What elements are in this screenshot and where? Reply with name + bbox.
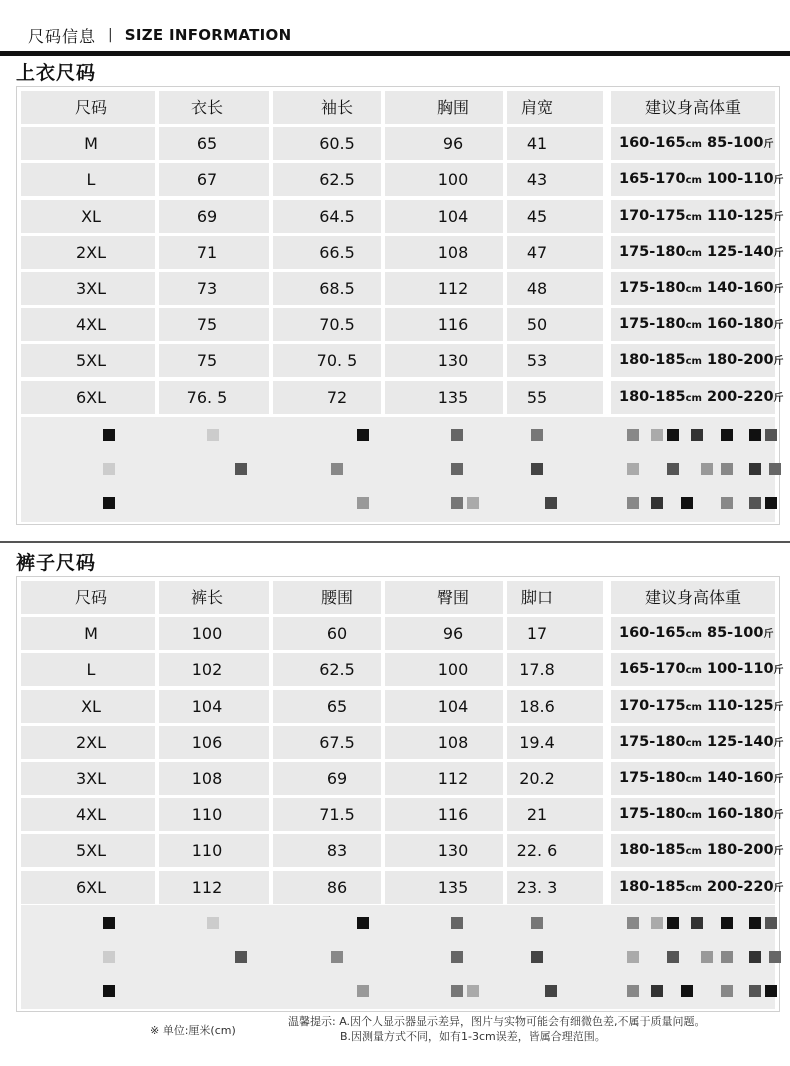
cell-value: 75 — [196, 315, 218, 335]
mosaic-block — [721, 497, 733, 509]
mosaic-block — [103, 951, 115, 963]
column-header: 腰围 — [320, 588, 353, 607]
mosaic-block — [749, 985, 761, 997]
cell-value: 60.5 — [319, 134, 355, 154]
cell-value: 108 — [437, 242, 469, 262]
cell-value: 66.5 — [319, 242, 355, 262]
table-row — [21, 272, 784, 305]
mosaic-block — [627, 497, 639, 509]
weight-unit: 斤 — [773, 701, 784, 713]
mosaic-block — [667, 951, 679, 963]
top-section-title: 上衣尺码 — [16, 62, 97, 84]
recommend-height-weight — [619, 834, 784, 867]
table-row — [21, 690, 784, 723]
height-unit: cm — [685, 356, 702, 368]
mosaic-block — [769, 463, 781, 475]
size-info-header — [28, 22, 291, 48]
height-range: 175-180 — [619, 316, 686, 333]
height-unit: cm — [685, 810, 702, 822]
cell-value: 4XL — [75, 315, 107, 335]
cell-value: 48 — [526, 279, 548, 298]
height-range: 180-185 — [619, 388, 686, 405]
mosaic-block — [765, 429, 777, 441]
tip-line-1: 温馨提示: A.因个人显示器显示差异，图片与实物可能会有细微色差,不属于质量问题。 — [288, 1015, 706, 1028]
height-range: 175-180 — [619, 806, 686, 823]
table-header-row — [21, 581, 775, 614]
recommend-height-weight — [619, 871, 784, 904]
cell-value: 69 — [326, 769, 348, 788]
column-header: 尺码 — [74, 588, 107, 607]
height-unit: cm — [685, 139, 702, 151]
column-header-recommend: 建议身高体重 — [644, 588, 741, 607]
cell-value: 100 — [437, 170, 469, 190]
cell-value: 47 — [526, 242, 548, 262]
cell-value: 72 — [326, 387, 348, 407]
cell-value: XL — [81, 206, 101, 226]
height-range: 175-180 — [619, 770, 686, 786]
cell-value: 116 — [437, 315, 469, 335]
mosaic-block — [545, 985, 557, 997]
height-unit: cm — [685, 175, 702, 187]
mosaic-block — [103, 985, 115, 997]
height-range: 165-170 — [619, 171, 686, 188]
cell-value: 23. 3 — [516, 877, 558, 897]
mosaic-block — [701, 463, 713, 475]
mosaic-block — [701, 951, 713, 963]
mosaic-block — [531, 951, 543, 963]
table-row — [21, 762, 784, 795]
weight-unit: 斤 — [773, 810, 784, 822]
cell-value: 45 — [526, 206, 548, 226]
mosaic-block — [357, 917, 369, 929]
mosaic-block — [467, 497, 479, 509]
cell-value: 55 — [526, 387, 548, 407]
mosaic-block — [451, 917, 463, 929]
table-row — [21, 726, 784, 759]
cell-value: 69 — [196, 206, 218, 226]
recommend-height-weight — [619, 762, 784, 795]
mosaic-block — [531, 429, 543, 441]
weight-range: 180-200 — [706, 352, 774, 369]
weight-range: 110-125 — [706, 207, 774, 224]
cell-value: 116 — [437, 805, 469, 825]
mosaic-block — [235, 463, 247, 475]
mosaic-block — [691, 429, 703, 441]
cell-value: 50 — [526, 315, 548, 335]
cell-value: M — [84, 134, 98, 154]
cell-value: 62.5 — [319, 660, 355, 680]
cell-value: 76. 5 — [186, 387, 228, 407]
weight-unit: 斤 — [773, 737, 784, 749]
height-range: 170-175 — [619, 697, 686, 714]
weight-range: 200-220 — [706, 388, 774, 405]
cell-value: 70. 5 — [316, 351, 358, 371]
mosaic-block — [103, 497, 115, 509]
table-header-row — [21, 91, 775, 124]
column-header: 尺码 — [74, 98, 107, 117]
weight-unit: 斤 — [773, 175, 784, 187]
cell-value: 83 — [326, 841, 348, 861]
height-unit: cm — [685, 846, 702, 858]
height-range: 160-165 — [619, 625, 686, 642]
mosaic-block — [331, 463, 343, 475]
cell-value: 135 — [437, 877, 469, 897]
tip-note — [288, 1014, 768, 1044]
mosaic-block — [627, 917, 639, 929]
mosaic-block — [749, 951, 761, 963]
mosaic-block — [627, 429, 639, 441]
cell-value: 20.2 — [519, 769, 555, 788]
column-header: 裤长 — [190, 588, 223, 607]
cell-value: 108 — [191, 769, 223, 788]
height-unit: cm — [685, 392, 702, 404]
weight-range: 100-110 — [706, 661, 774, 678]
table-row — [21, 163, 784, 196]
cell-value: 3XL — [75, 769, 107, 788]
table-row — [21, 617, 775, 650]
weight-range: 160-180 — [706, 316, 774, 333]
mosaic-block — [765, 917, 777, 929]
height-unit: cm — [685, 320, 702, 332]
mosaic-block — [749, 917, 761, 929]
height-unit: cm — [685, 629, 702, 641]
cell-value: 108 — [437, 732, 469, 752]
mosaic-block — [651, 497, 663, 509]
height-range: 180-185 — [619, 842, 686, 859]
cell-value: 4XL — [75, 805, 107, 825]
cell-value: 96 — [442, 134, 464, 154]
weight-range: 140-160 — [706, 280, 774, 296]
recommend-height-weight — [619, 200, 784, 233]
height-range: 160-165 — [619, 135, 686, 152]
weight-range: 200-220 — [706, 878, 774, 895]
weight-range: 180-200 — [706, 842, 774, 859]
mosaic-block — [749, 497, 761, 509]
cell-value: 73 — [196, 279, 218, 298]
mosaic-block — [667, 463, 679, 475]
column-header: 脚口 — [520, 588, 553, 607]
mosaic-block — [651, 985, 663, 997]
cell-value: 112 — [437, 279, 469, 298]
table-row — [21, 381, 784, 414]
weight-unit: 斤 — [773, 247, 784, 259]
recommend-height-weight — [619, 127, 779, 160]
cell-value: 130 — [437, 351, 469, 371]
height-unit: cm — [685, 284, 702, 295]
cell-value: 104 — [437, 206, 469, 226]
height-range: 180-185 — [619, 352, 686, 369]
mosaic-block — [451, 951, 463, 963]
tip-line-2: B.因测量方式不同，如有1-3cm误差，皆属合理范围。 — [340, 1030, 606, 1043]
mosaic-block — [721, 463, 733, 475]
mosaic-block — [531, 917, 543, 929]
column-header-recommend: 建议身高体重 — [644, 98, 741, 117]
mosaic-block — [103, 917, 115, 929]
bottom-section-title: 裤子尺码 — [16, 552, 97, 574]
height-range: 170-175 — [619, 207, 686, 224]
weight-range: 110-125 — [706, 697, 774, 714]
mosaic-block — [103, 463, 115, 475]
cell-value: 64.5 — [319, 206, 355, 226]
unit-note: ※ 单位:厘米(cm) — [150, 1024, 236, 1037]
column-header: 胸围 — [436, 98, 469, 117]
header-divider — [0, 51, 790, 56]
cell-value: 3XL — [75, 279, 107, 298]
cell-value: 17.8 — [519, 660, 555, 680]
weight-range: 100-110 — [706, 171, 774, 188]
cell-value: 6XL — [75, 877, 107, 897]
mosaic-block — [721, 985, 733, 997]
mosaic-block — [691, 917, 703, 929]
cell-value: M — [84, 624, 98, 644]
height-unit: cm — [685, 701, 702, 713]
mosaic-block — [531, 463, 543, 475]
cell-value: 6XL — [75, 387, 107, 407]
cell-value: 43 — [526, 170, 548, 190]
cell-value: 100 — [191, 624, 223, 644]
cell-value: 86 — [326, 877, 348, 897]
mosaic-block — [651, 429, 663, 441]
recommend-height-weight — [619, 272, 784, 305]
height-range: 180-185 — [619, 878, 686, 895]
mosaic-block — [721, 429, 733, 441]
mosaic-block — [769, 951, 781, 963]
cell-value: 106 — [191, 732, 223, 752]
section-divider — [0, 541, 790, 543]
weight-unit: 斤 — [773, 284, 784, 295]
mosaic-block — [765, 985, 777, 997]
mosaic-block — [545, 497, 557, 509]
recommend-height-weight — [619, 726, 784, 759]
cell-value: 100 — [437, 660, 469, 680]
table-row — [21, 653, 784, 686]
height-range: 175-180 — [619, 733, 686, 750]
column-header: 肩宽 — [520, 98, 553, 117]
cell-value: 102 — [191, 660, 223, 680]
height-unit: cm — [685, 737, 702, 749]
cell-value: 19.4 — [519, 732, 555, 752]
cell-value: 5XL — [75, 841, 107, 861]
mosaic-block — [681, 497, 693, 509]
table-row — [21, 236, 784, 269]
recommend-height-weight — [619, 236, 784, 269]
column-header: 臀围 — [436, 588, 469, 607]
height-range: 175-180 — [619, 243, 686, 260]
header-separator: | — [108, 27, 113, 43]
recommend-height-weight — [619, 798, 784, 831]
cell-value: 5XL — [75, 351, 107, 371]
mosaic-block — [721, 951, 733, 963]
cell-value: 67.5 — [319, 732, 355, 752]
mosaic-block — [749, 429, 761, 441]
recommend-height-weight — [619, 653, 784, 686]
weight-unit: 斤 — [773, 846, 784, 858]
cell-value: 21 — [526, 805, 548, 825]
weight-unit: 斤 — [773, 665, 784, 677]
cell-value: 67 — [196, 170, 218, 190]
cell-value: 62.5 — [319, 170, 355, 190]
mosaic-block — [451, 429, 463, 441]
header-title-en: SIZE INFORMATION — [124, 26, 292, 44]
cell-value: 112 — [437, 769, 469, 788]
table-row — [21, 871, 784, 904]
cell-value: 65 — [326, 696, 348, 716]
mosaic-block — [467, 985, 479, 997]
cell-value: 60 — [326, 624, 348, 644]
mosaic-block — [357, 497, 369, 509]
mosaic-block — [103, 429, 115, 441]
weight-range: 160-180 — [706, 806, 774, 823]
height-unit: cm — [685, 665, 702, 677]
cell-value: 104 — [437, 696, 469, 716]
cell-value: 71 — [196, 242, 218, 262]
height-unit: cm — [685, 882, 702, 894]
cell-value: XL — [81, 696, 101, 716]
table-row — [21, 127, 775, 160]
cell-value: 70.5 — [319, 315, 355, 335]
cell-value: 96 — [442, 624, 464, 644]
mosaic-block — [765, 497, 777, 509]
cell-value: 68.5 — [319, 279, 355, 298]
table-row — [21, 798, 784, 831]
cell-value: 17 — [526, 624, 548, 644]
weight-range: 85-100 — [706, 135, 764, 152]
weight-unit: 斤 — [773, 211, 784, 223]
recommend-height-weight — [619, 308, 784, 341]
mosaic-block — [357, 429, 369, 441]
cell-value: 130 — [437, 841, 469, 861]
column-header: 衣长 — [190, 98, 223, 117]
cell-value: 135 — [437, 387, 469, 407]
header-title-cn: 尺码信息 — [28, 26, 97, 46]
weight-unit: 斤 — [773, 356, 784, 368]
table-row — [21, 308, 784, 341]
height-unit: cm — [685, 774, 702, 785]
recommend-height-weight — [619, 381, 784, 414]
cell-value: 104 — [191, 696, 223, 716]
weight-unit: 斤 — [763, 629, 774, 641]
cell-value: 22. 6 — [516, 841, 558, 861]
mosaic-block — [207, 917, 219, 929]
weight-unit: 斤 — [773, 882, 784, 894]
recommend-height-weight — [619, 690, 784, 723]
weight-unit: 斤 — [763, 139, 774, 151]
mosaic-block — [235, 951, 247, 963]
cell-value: 75 — [196, 351, 218, 371]
height-range: 165-170 — [619, 661, 686, 678]
top-size-table — [16, 86, 784, 525]
table-row — [21, 834, 784, 867]
cell-value: 41 — [526, 134, 548, 154]
cell-value: 18.6 — [519, 696, 555, 716]
cell-value: 2XL — [75, 732, 107, 752]
bottom-size-table — [16, 576, 784, 1012]
height-unit: cm — [685, 247, 702, 259]
mosaic-block — [207, 429, 219, 441]
cell-value: 2XL — [75, 242, 107, 262]
cell-value: L — [86, 660, 96, 680]
table-row — [21, 200, 784, 233]
cell-value: 53 — [526, 351, 548, 371]
mosaic-block — [451, 463, 463, 475]
cell-value: 71.5 — [319, 805, 355, 825]
recommend-height-weight — [619, 617, 779, 650]
cell-value: 110 — [191, 841, 223, 861]
weight-unit: 斤 — [773, 392, 784, 404]
cell-value: 110 — [191, 805, 223, 825]
mosaic-block — [451, 985, 463, 997]
mosaic-block — [749, 463, 761, 475]
weight-range: 125-140 — [706, 243, 774, 260]
cell-value: 112 — [191, 877, 223, 897]
mosaic-block — [331, 951, 343, 963]
mosaic-block — [627, 985, 639, 997]
mosaic-block — [357, 985, 369, 997]
mosaic-block — [681, 985, 693, 997]
cell-value: L — [86, 170, 96, 190]
mosaic-block — [627, 951, 639, 963]
recommend-height-weight — [619, 163, 784, 196]
cell-value: 65 — [196, 134, 218, 154]
height-unit: cm — [685, 211, 702, 223]
weight-range: 85-100 — [706, 625, 764, 642]
weight-range: 140-160 — [706, 770, 774, 786]
weight-unit: 斤 — [773, 774, 784, 785]
mosaic-block — [627, 463, 639, 475]
weight-range: 125-140 — [706, 733, 774, 750]
mosaic-block — [667, 917, 679, 929]
mosaic-block — [451, 497, 463, 509]
mosaic-block — [721, 917, 733, 929]
mosaic-block — [651, 917, 663, 929]
weight-unit: 斤 — [773, 320, 784, 332]
height-range: 175-180 — [619, 280, 686, 296]
recommend-height-weight — [619, 344, 784, 377]
mosaic-block — [667, 429, 679, 441]
column-header: 袖长 — [320, 98, 353, 117]
table-row — [21, 344, 784, 377]
